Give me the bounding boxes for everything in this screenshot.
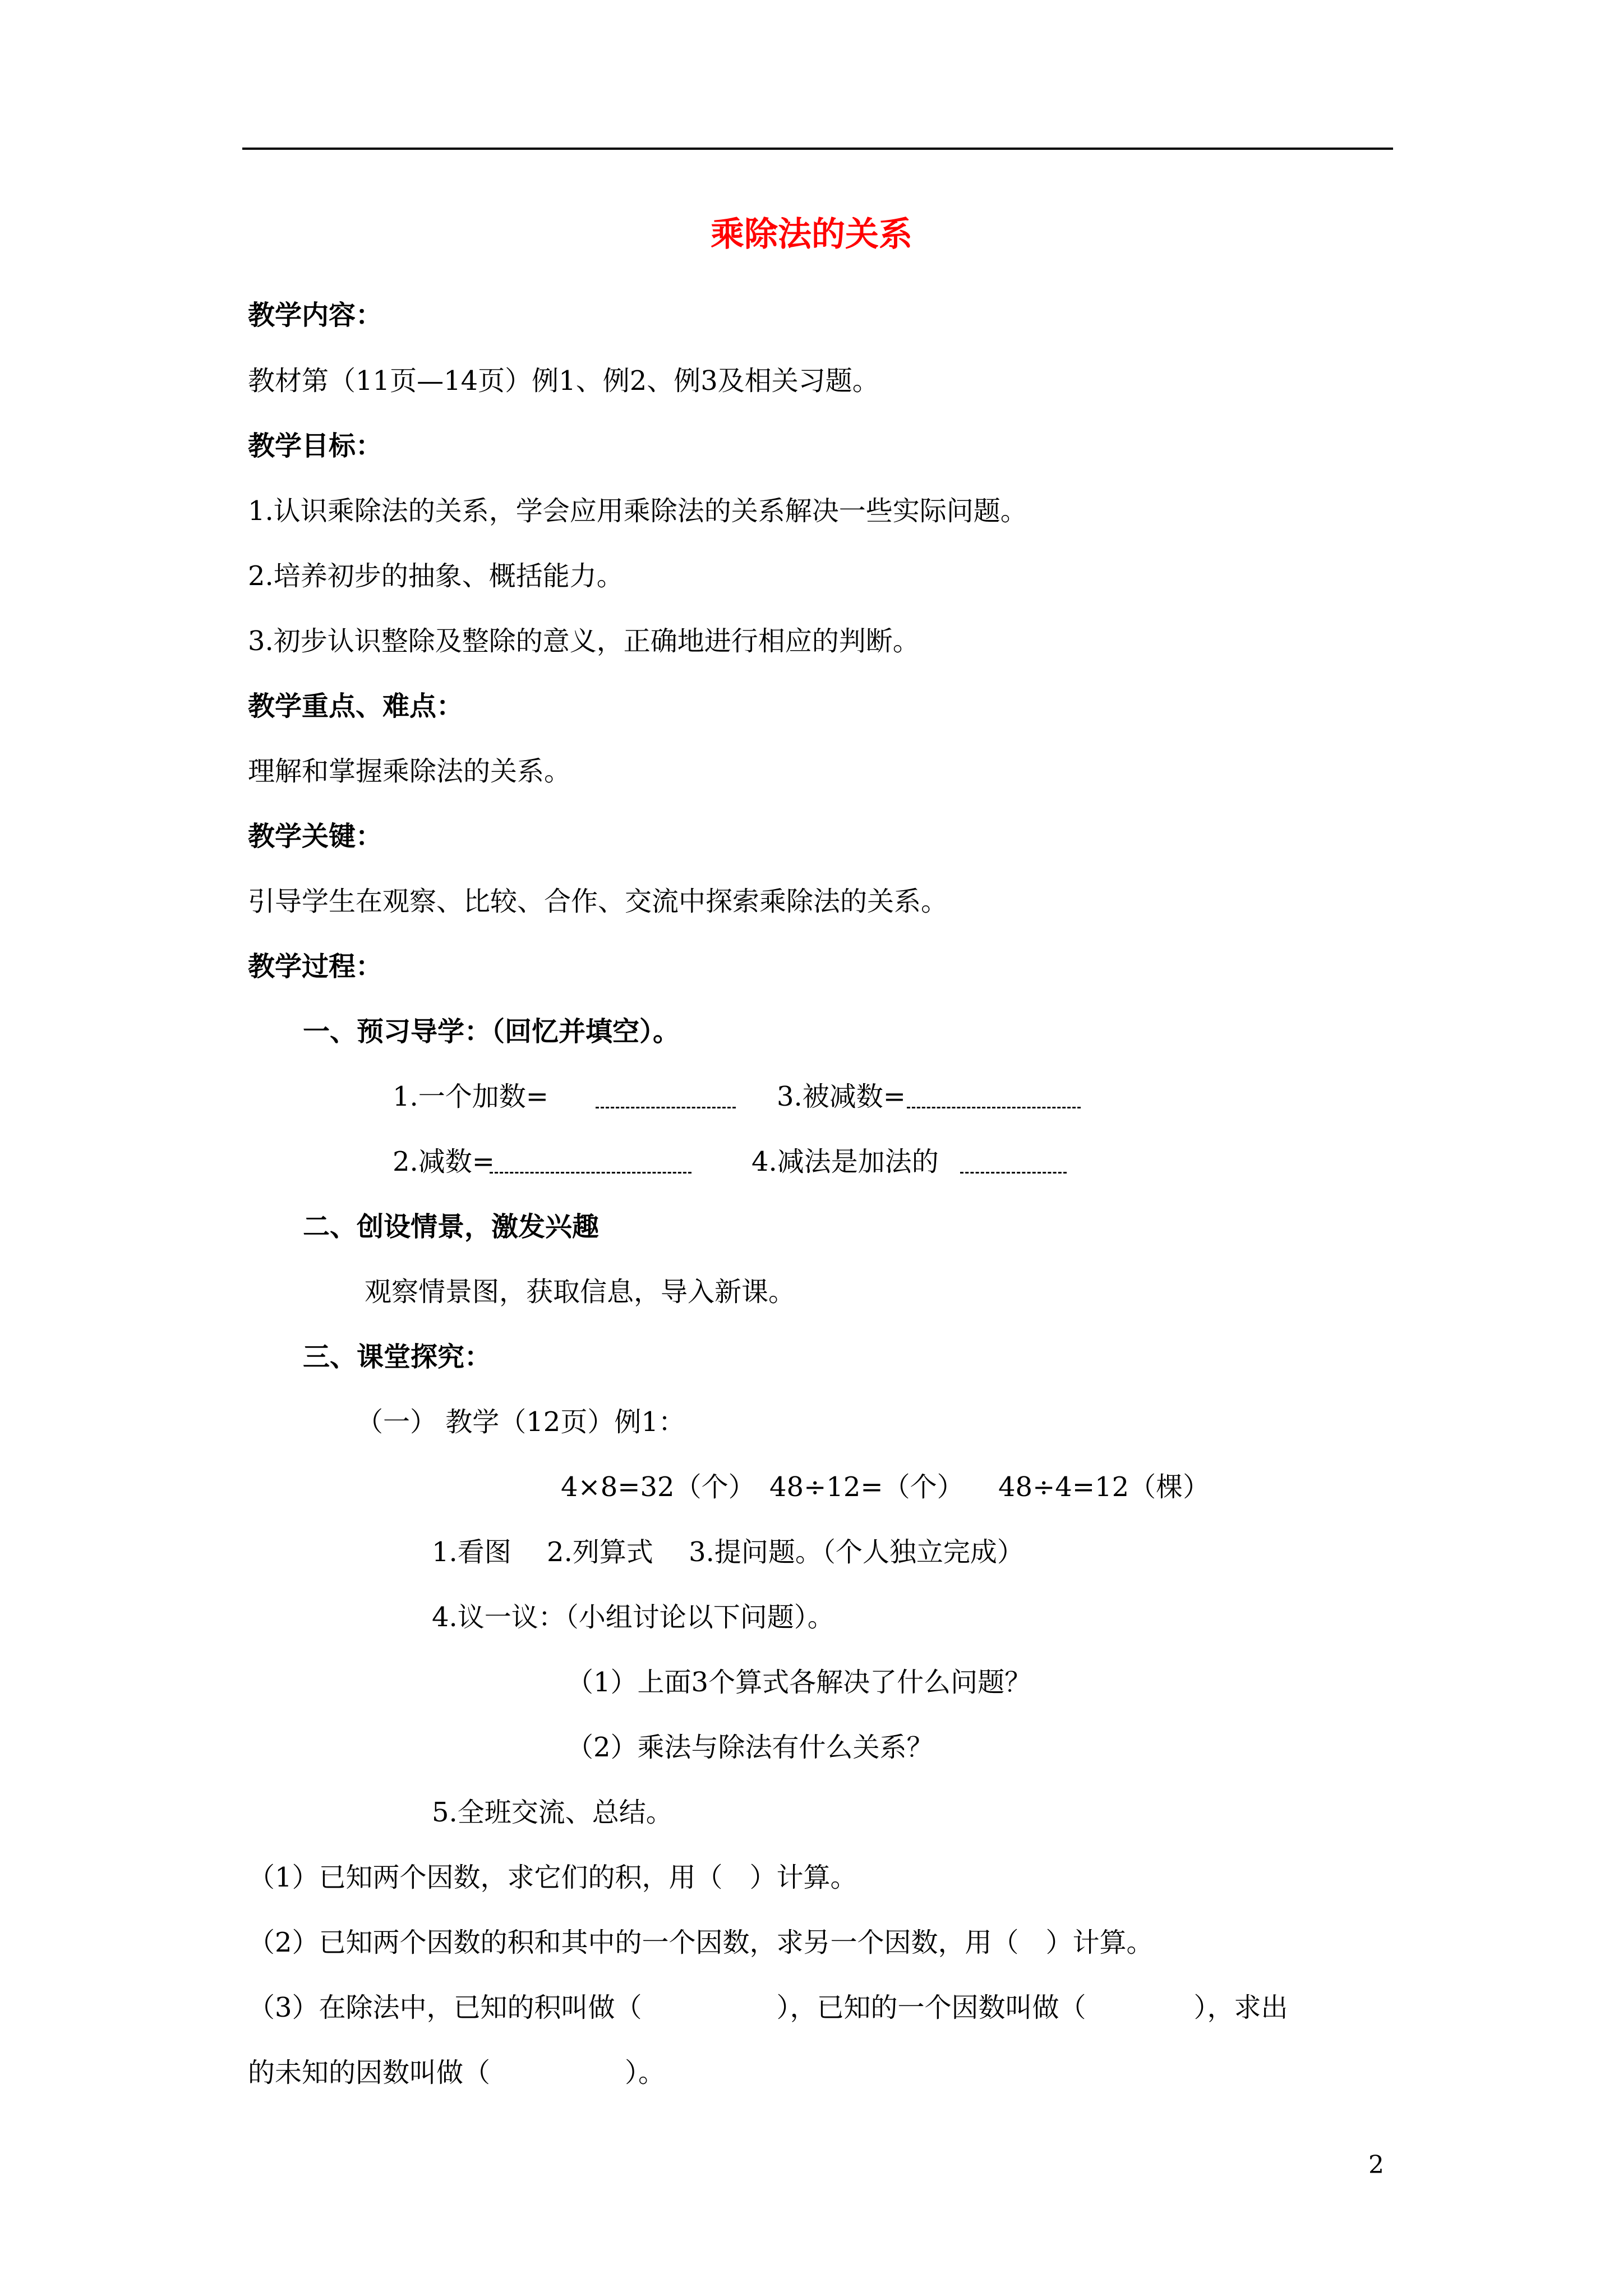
preview-item-3-label: 3.被减数= [777,1081,906,1112]
key-text: 理解和掌握乘除法的关系。 [248,756,571,787]
preview-heading: 一、预习导学：（回忆并填空）。 [303,1016,680,1047]
page-title: 乘除法的关系 [711,215,912,254]
conclusion-2: （2）已知两个因数的积和其中的一个因数，求另一个因数，用（ ）计算。 [248,1927,1154,1958]
page-number: 2 [1368,2151,1384,2179]
preview-item-2-label: 2.减数= [393,1146,495,1177]
question-1: （1）上面3个算式各解决了什么问题？ [566,1667,1032,1698]
blank-line [960,1172,1067,1174]
content-text: 教材第（11页—14页）例1、例2、例3及相关习题。 [248,365,879,397]
content-heading: 教学内容： [248,300,383,331]
steps-line: 1.看图 2.列算式 3.提问题。（个人独立完成） [432,1536,1024,1568]
crux-heading: 教学关键： [248,821,383,852]
equation-3: 48÷4=12（棵） [998,1471,1210,1503]
question-2: （2）乘法与除法有什么关系？ [566,1732,934,1763]
key-heading: 教学重点、难点： [248,691,464,722]
conclusion-1: （1）已知两个因数，求它们的积，用（ ）计算。 [248,1862,857,1893]
conclusion-3: （3）在除法中，已知的积叫做（ ），已知的一个因数叫做（ ），求出 [248,1992,1288,2023]
preview-item-1 [393,1079,548,1115]
scenario-heading: 二、创设情景，激发兴趣 [303,1211,600,1243]
equation-1: 4×8=32（个） [561,1471,755,1503]
preview-item-4 [751,1144,939,1180]
equation-2: 48÷12=（个） [769,1471,964,1503]
crux-text: 引导学生在观察、比较、合作、交流中探索乘除法的关系。 [248,886,948,917]
conclusion-3-continued: 的未知的因数叫做（ ）。 [248,2057,666,2088]
explore-heading: 三、课堂探究： [303,1341,492,1373]
blank-line [907,1107,1081,1108]
blank-line [596,1107,736,1108]
preview-item-4-label: 4.减法是加法的 [751,1146,939,1177]
preview-item-2 [393,1144,495,1180]
header-rule [242,148,1393,150]
goal-1: 1.认识乘除法的关系，学会应用乘除法的关系解决一些实际问题。 [248,495,1027,527]
preview-item-1-label: 1.一个加数= [393,1081,549,1112]
explore-subheading: （一） 教学（12页）例1： [356,1406,685,1438]
blank-line [490,1172,691,1174]
scenario-text: 观察情景图，获取信息，导入新课。 [365,1276,796,1308]
preview-item-3 [777,1079,906,1115]
discuss-line: 4.议一议：（小组讨论以下问题）。 [432,1602,834,1633]
process-heading: 教学过程： [248,951,383,982]
goals-heading: 教学目标： [248,430,383,462]
goal-2: 2.培养初步的抽象、概括能力。 [248,560,624,592]
summary-line: 5.全班交流、总结。 [432,1797,673,1828]
goal-3: 3.初步认识整除及整除的意义，正确地进行相应的判断。 [248,625,920,657]
